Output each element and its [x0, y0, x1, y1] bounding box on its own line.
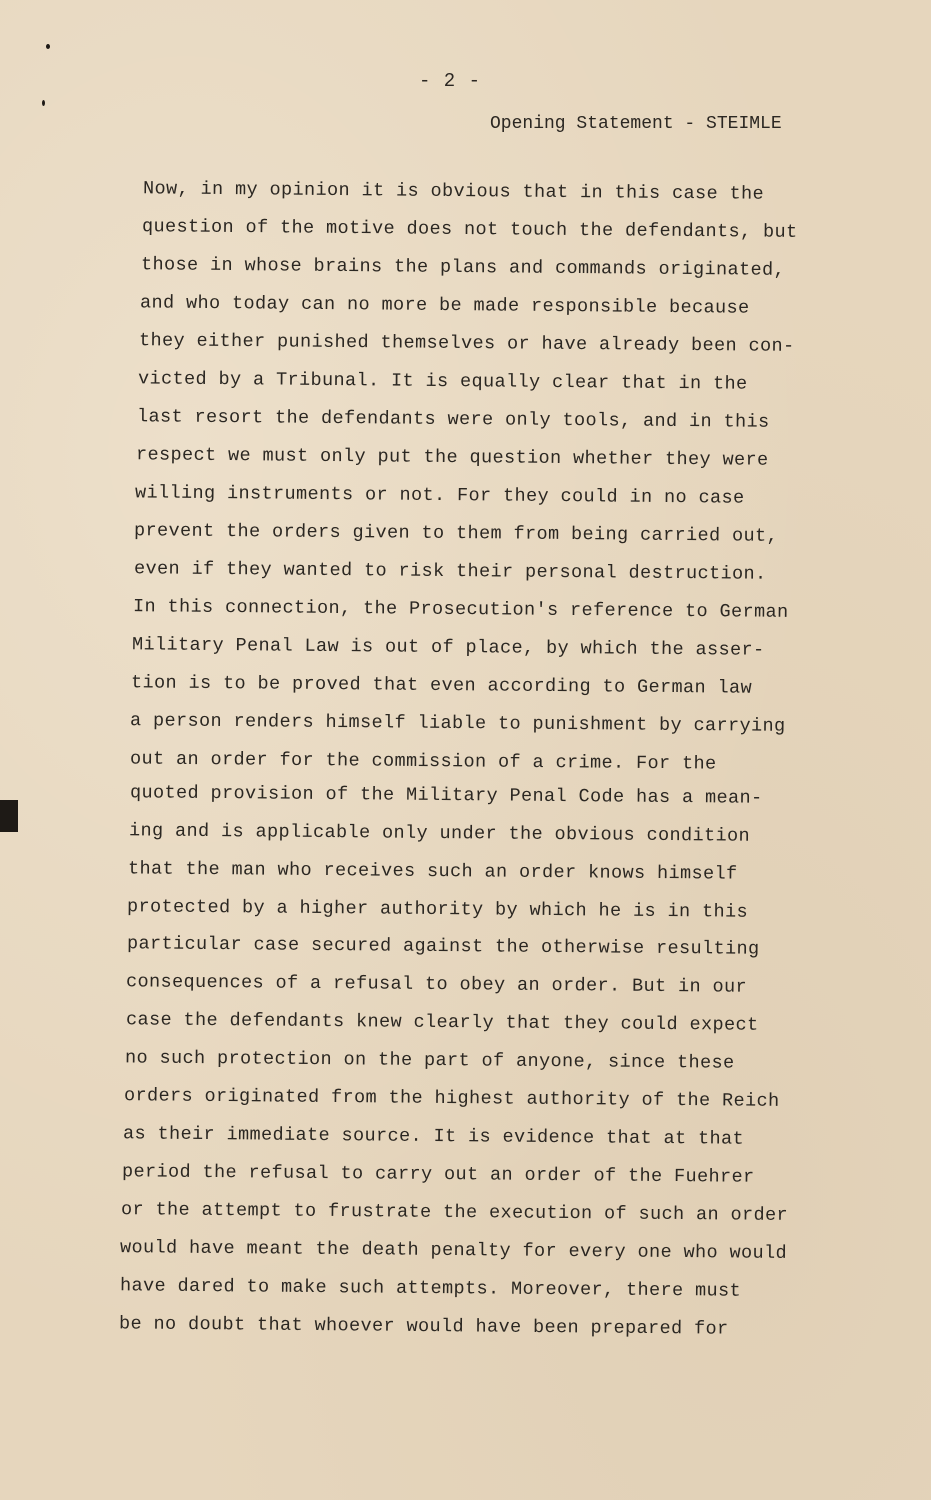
ink-speck	[42, 100, 45, 106]
text-line: out an order for the commission of a crime. For the	[129, 748, 717, 775]
text-line: consequences of a refusal to obey an order. But in our	[125, 971, 748, 998]
text-line: quoted provision of the Military Penal Code has a mean-	[129, 782, 763, 809]
text-line: would have meant the death penalty for every one who would	[119, 1237, 788, 1264]
header-title: Opening Statement - STEIMLE	[490, 114, 782, 134]
text-line: have dared to make such attempts. Moreover, there must	[119, 1275, 742, 1302]
text-line: tion is to be proved that even according to German law	[130, 672, 753, 699]
text-line: they either punished themselves or have already been con-	[138, 330, 795, 357]
text-line: ing and is applicable only under the obvious condition	[128, 820, 751, 847]
text-line: as their immediate source. It is evidence that at that	[122, 1123, 745, 1150]
text-line: victed by a Tribunal. It is equally clear that in the	[137, 368, 748, 395]
text-line: that the man who receives such an order knows himself	[127, 858, 738, 885]
text-line: period the refusal to carry out an order of the Fuehrer	[121, 1161, 755, 1188]
binding-mark	[0, 800, 18, 832]
text-line: a person renders himself liable to punishment by carrying	[129, 710, 786, 737]
text-line: respect we must only put the question whether they were	[135, 444, 769, 471]
text-line: Military Penal Law is out of place, by which the asser-	[131, 634, 765, 661]
text-line: no such protection on the part of anyone, since these	[124, 1047, 735, 1074]
text-line: and who today can no more be made responsible because	[139, 292, 750, 319]
text-line: question of the motive does not touch the defendants, but	[141, 216, 798, 243]
text-line: particular case secured against the otherwise resulting	[126, 933, 760, 960]
text-line: Now, in my opinion it is obvious that in this case the	[142, 178, 765, 205]
text-line: In this connection, the Prosecution's reference to German	[132, 596, 789, 623]
text-line: prevent the orders given to them from being carried out,	[133, 520, 779, 547]
text-line: willing instruments or not. For they could in no case	[134, 482, 745, 509]
text-line: orders originated from the highest authority of the Reich	[123, 1085, 780, 1112]
text-line: last resort the defendants were only tools, and in this	[136, 406, 770, 433]
text-line: those in whose brains the plans and commands originated,	[140, 254, 786, 281]
page-number: - 2 -	[418, 70, 481, 92]
text-line: case the defendants knew clearly that they could expect	[125, 1009, 759, 1036]
text-line: protected by a higher authority by which he is in this	[126, 896, 749, 923]
text-line: be no doubt that whoever would have been prepared for	[118, 1313, 729, 1340]
text-line: even if they wanted to risk their personal destruction.	[133, 558, 767, 585]
ink-speck	[46, 44, 50, 49]
text-line: or the attempt to frustrate the execution of such an order	[120, 1199, 789, 1226]
